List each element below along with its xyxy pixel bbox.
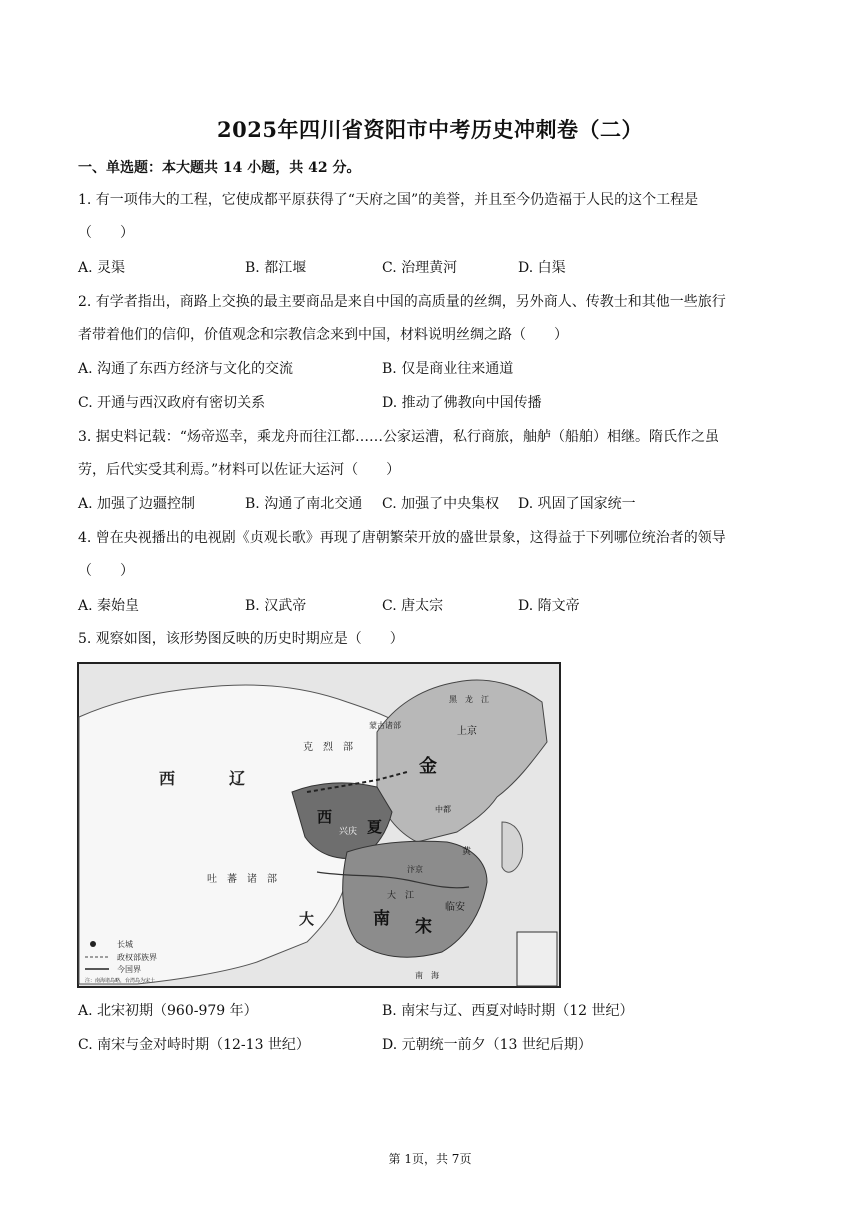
legend-dot-icon	[90, 941, 96, 947]
label-bianjing: 汴京	[407, 865, 423, 874]
label-heilong: 黑 龙 江	[449, 695, 489, 704]
legend-modern-boundary: 今国界	[117, 965, 141, 974]
label-dali: 大	[299, 910, 315, 928]
question-3-option-c[interactable]: C. 加强了中央集权	[382, 496, 500, 512]
question-2-option-a[interactable]: A. 沟通了东西方经济与文化的交流	[78, 361, 294, 377]
legend-regime-boundary: 政权部族界	[117, 953, 157, 962]
legend-great-wall: 长城	[117, 940, 133, 949]
label-jin: 金	[419, 756, 437, 777]
label-xiliao-2: 辽	[229, 769, 246, 788]
question-3-option-a[interactable]: A. 加强了边疆控制	[78, 496, 196, 512]
question-5-option-b[interactable]: B. 南宋与辽、西夏对峙时期（12 世纪）	[382, 1003, 634, 1019]
label-xixia-1: 西	[317, 808, 333, 826]
question-4-option-a[interactable]: A. 秦始皇	[78, 598, 140, 614]
label-linan: 临安	[445, 902, 465, 913]
question-3-option-d[interactable]: D. 巩固了国家统一	[518, 496, 636, 512]
label-dajiang: 大 江	[387, 891, 415, 901]
question-1-stem-line-2: （ ）	[78, 225, 134, 241]
label-zhongdu: 中都	[435, 805, 451, 814]
question-5-option-a[interactable]: A. 北宋初期（960-979 年）	[78, 1003, 258, 1019]
question-1-stem-line-1: 1. 有一项伟大的工程，它使成都平原获得了“天府之国”的美誉，并且至今仍造福于人民的这个工程是	[78, 192, 699, 208]
label-huang: 黄	[462, 847, 472, 857]
question-4-option-c[interactable]: C. 唐太宗	[382, 598, 444, 614]
question-2-option-d[interactable]: D. 推动了佛教向中国传播	[382, 395, 542, 411]
question-3-stem-line-2: 劳，后代实受其利焉。”材料可以佐证大运河（ ）	[78, 462, 401, 478]
label-nansong-1: 南	[373, 909, 390, 929]
label-xiliao-1: 西	[159, 769, 176, 788]
question-1-option-b[interactable]: B. 都江堰	[245, 260, 307, 276]
question-4-stem-line-2: （ ）	[78, 563, 134, 579]
label-xixia-2: 夏	[367, 818, 383, 836]
question-1-option-a[interactable]: A. 灵渠	[78, 260, 126, 276]
historical-map	[77, 662, 561, 988]
question-2-stem-line-2: 者带着他们的信仰，价值观念和宗教信念来到中国，材料说明丝绸之路（ ）	[78, 327, 568, 343]
label-menggu: 蒙古诸部	[369, 721, 401, 730]
label-nanhai: 南 海	[415, 971, 439, 980]
question-5-option-c[interactable]: C. 南宋与金对峙时期（12-13 世纪）	[78, 1037, 310, 1053]
question-5-option-d[interactable]: D. 元朝统一前夕（13 世纪后期）	[382, 1037, 592, 1053]
question-2-stem-line-1: 2. 有学者指出，商路上交换的最主要商品是来自中国的高质量的丝绸，另外商人、传教士和其他一些旅行	[78, 294, 726, 310]
question-1-option-d[interactable]: D. 白渠	[518, 260, 566, 276]
question-3-option-b[interactable]: B. 沟通了南北交通	[245, 496, 363, 512]
question-4-option-b[interactable]: B. 汉武帝	[245, 598, 307, 614]
section-heading: 一、单选题：本大题共 14 小题，共 42 分。	[78, 160, 361, 176]
label-shangjing: 上京	[457, 726, 477, 737]
question-2-option-b[interactable]: B. 仅是商业往来通道	[382, 361, 514, 377]
page-title: 2025年四川省资阳市中考历史冲刺卷（二）	[217, 117, 643, 142]
question-5-stem-line-1: 5. 观察如图，该形势图反映的历史时期应是（ ）	[78, 631, 404, 647]
label-tubo: 吐 蕃 诸 部	[207, 874, 277, 885]
label-xingqing: 兴庆	[339, 827, 358, 837]
map-inset	[517, 932, 557, 986]
label-kelie: 克 烈 部	[303, 742, 353, 753]
question-4-option-d[interactable]: D. 隋文帝	[518, 598, 580, 614]
legend-note: 注：南海诸岛略，台湾岛为宋土	[85, 978, 156, 984]
question-3-stem-line-1: 3. 据史料记载：“炀帝巡幸，乘龙舟而往江都……公家运漕，私行商旅，舳舻（船舶）相继。隋氏作之虽	[78, 429, 719, 445]
page-footer: 第 1页，共 7页	[388, 1152, 472, 1166]
question-1-option-c[interactable]: C. 治理黄河	[382, 260, 458, 276]
question-2-option-c[interactable]: C. 开通与西汉政府有密切关系	[78, 395, 266, 411]
question-4-stem-line-1: 4. 曾在央视播出的电视剧《贞观长歌》再现了唐朝繁荣开放的盛世景象，这得益于下列哪位统治者的领导	[78, 530, 726, 546]
label-nansong-2: 宋	[415, 917, 432, 937]
